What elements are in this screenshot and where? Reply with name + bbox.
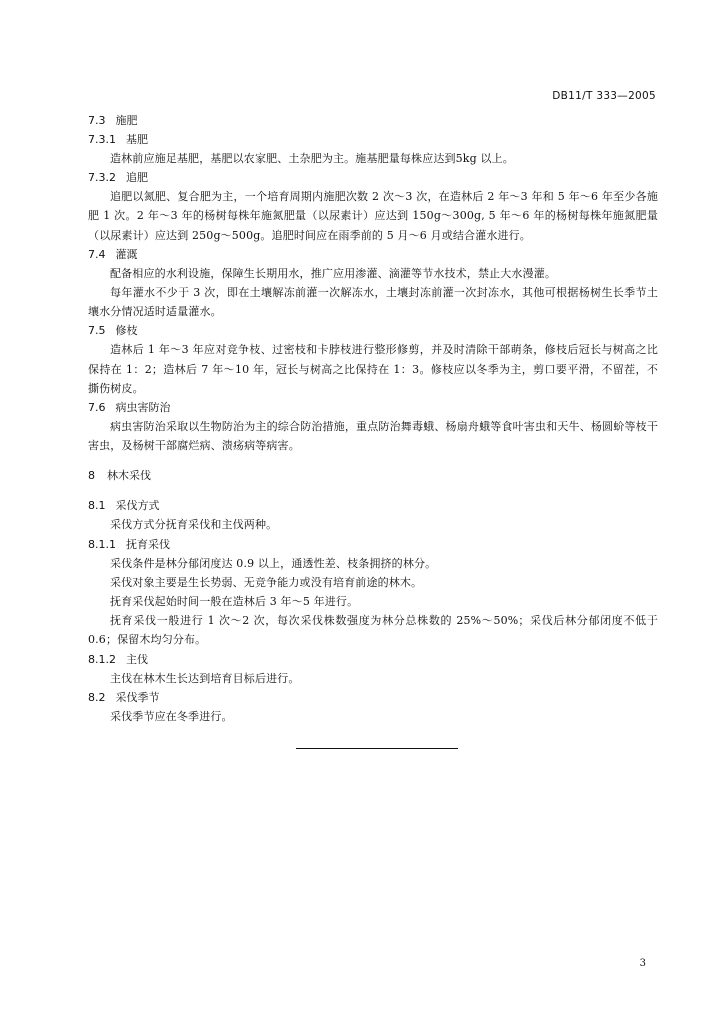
section-title: 病虫害防治	[115, 401, 171, 415]
section-number: 8.1.2	[88, 652, 116, 666]
heading-7-5	[88, 321, 658, 340]
paragraph: 抚育采伐起始时间一般在造林后 3 年～5 年进行。	[110, 595, 359, 609]
section-number: 8.1.1	[88, 537, 116, 551]
section-title: 修枝	[115, 324, 138, 338]
paragraph: 病虫害防治采取以生物防治为主的综合防治措施，重点防治舞毒蛾、杨扇舟蛾等食叶害虫和天牛、杨圆蚧等枝干害虫，及杨树干部腐烂病、溃疡病等病害。	[88, 420, 658, 453]
section-number: 8.2	[88, 690, 106, 704]
section-number: 7.5	[88, 324, 106, 338]
paragraph: 追肥以氮肥、复合肥为主，一个培育周期内施肥次数 2 次～3 次，在造林后 2 年～3 年和 5 年～6 年至少各施肥 1 次。2 年～3 年的杨树每株年施氮肥量（以尿素计）应达到 150g～300g, 5 年～6 年的杨树每株年施氮肥量（以尿素计）应达到 250g～500g。追肥时间应在雨季前的 5 月～6 月或结合灌水进行。	[88, 190, 658, 242]
section-title: 采伐方式	[115, 499, 160, 513]
section-number: 8	[88, 469, 95, 483]
paragraph: 采伐方式分抚育采伐和主伐两种。	[110, 518, 278, 532]
heading-8-1	[88, 496, 658, 515]
page-number: 3	[639, 958, 646, 969]
section-title: 采伐季节	[115, 690, 160, 704]
section-number: 7.4	[88, 247, 106, 261]
section-number: 7.6	[88, 401, 106, 415]
section-number: 7.3	[88, 114, 106, 127]
section-title: 灌溉	[115, 247, 138, 261]
section-title: 施肥	[115, 114, 138, 127]
end-of-text-rule	[296, 748, 458, 749]
document-code: DB11/T 333—2005	[552, 90, 656, 102]
paragraph: 抚育采伐一般进行 1 次～2 次，每次采伐株数强度为林分总株数的 25%～50%；采伐后林分郁闭度不低于 0.6；保留木均匀分布。	[88, 614, 658, 647]
heading-8-2	[88, 688, 658, 707]
spacer	[88, 485, 658, 496]
paragraph: 造林后 1 年～3 年应对竞争枝、过密枝和卡脖枝进行整形修剪，并及时清除干部萌条，修枝后冠长与树高之比保持在 1：2；造林后 7 年～10 年，冠长与树高之比保持在 1：3。修枝应以冬季为主，剪口要平滑，不留茬，不撕伤树皮。	[88, 343, 658, 395]
section-title: 追肥	[126, 171, 148, 185]
heading-7-3	[88, 111, 658, 130]
spacer	[88, 455, 658, 466]
heading-8-1-2	[88, 650, 658, 669]
section-number: 7.3.2	[88, 171, 116, 185]
document-body	[88, 111, 658, 726]
heading-7-6	[88, 398, 658, 417]
heading-7-3-2	[88, 168, 658, 187]
section-title: 抚育采伐	[126, 537, 170, 551]
section-title: 主伐	[126, 652, 148, 666]
heading-8-1-1	[88, 535, 658, 554]
section-title: 基肥	[126, 133, 148, 146]
heading-7-4	[88, 245, 658, 264]
section-number: 8.1	[88, 499, 106, 513]
paragraph: 采伐对象主要是生长势弱、无竞争能力或没有培育前途的林木。	[110, 575, 423, 589]
paragraph: 造林前应施足基肥，基肥以农家肥、土杂肥为主。施基肥量每株应达到5kg 以上。	[110, 152, 514, 165]
paragraph: 配备相应的水利设施，保障生长期用水，推广应用渗灌、滴灌等节水技术，禁止大水漫灌。	[110, 266, 556, 280]
heading-7-3-1	[88, 130, 658, 149]
section-title: 林木采伐	[107, 469, 151, 483]
heading-8	[88, 466, 658, 485]
section-number: 7.3.1	[88, 133, 116, 146]
paragraph: 采伐季节应在冬季进行。	[110, 709, 233, 723]
paragraph: 主伐在林木生长达到培育目标后进行。	[110, 671, 300, 685]
paragraph: 采伐条件是林分郁闭度达 0.9 以上，通透性差、枝条拥挤的林分。	[110, 556, 437, 570]
paragraph: 每年灌水不少于 3 次，即在土壤解冻前灌一次解冻水，土壤封冻前灌一次封冻水，其他可根据杨树生长季节土壤水分情况适时适量灌水。	[88, 286, 658, 319]
